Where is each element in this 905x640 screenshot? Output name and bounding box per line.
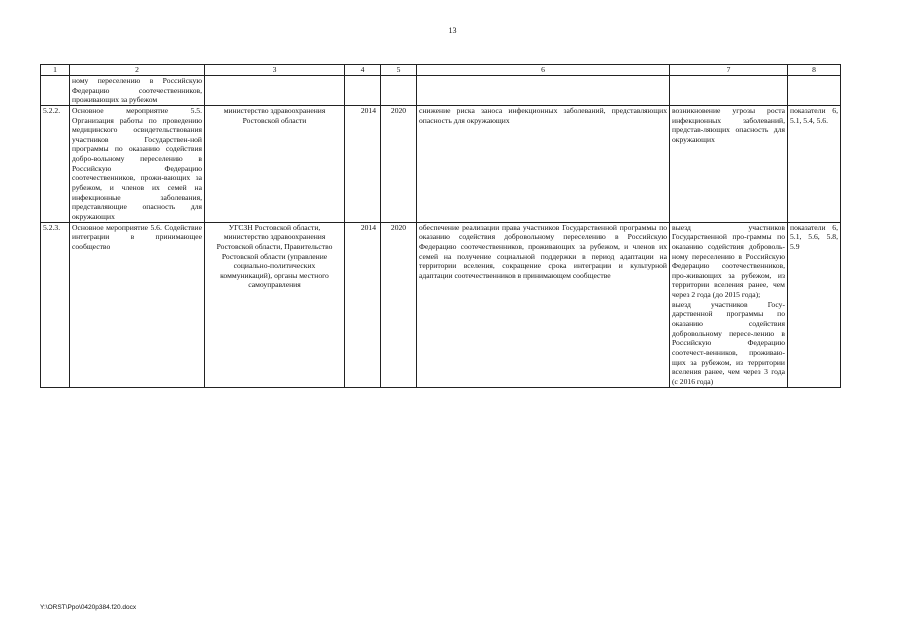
start-year-cell: 2014 bbox=[345, 222, 381, 387]
start-year-cell: 2014 bbox=[345, 105, 381, 222]
table-row bbox=[41, 222, 841, 387]
row-number: 5.2.3. bbox=[41, 222, 70, 387]
column-header: 7 bbox=[670, 65, 788, 76]
table-row bbox=[41, 105, 841, 222]
page-number: 13 bbox=[448, 26, 457, 35]
consequences-cell bbox=[670, 222, 788, 387]
table-row bbox=[41, 76, 841, 106]
program-table bbox=[40, 64, 841, 388]
end-year-cell: 2020 bbox=[381, 222, 417, 387]
event-cell: ному переселению в Российскую Федерацию соотечественников, проживающих за рубежом bbox=[70, 76, 205, 106]
end-year-cell bbox=[381, 76, 417, 106]
column-header: 1 bbox=[41, 65, 70, 76]
consequences-cell bbox=[670, 76, 788, 106]
column-header: 2 bbox=[70, 65, 205, 76]
consequence-text: возникновение угрозы роста инфекционных заболеваний, представ-ляющих опасность для окружающих bbox=[672, 105, 785, 144]
consequences-cell bbox=[670, 105, 788, 222]
event-cell: Основное мероприятие 5.6. Содействие интеграции в принимающее сообщество bbox=[70, 222, 205, 387]
executor-cell bbox=[205, 76, 345, 106]
row-number: 5.2.2. bbox=[41, 105, 70, 222]
column-header: 3 bbox=[205, 65, 345, 76]
column-header: 8 bbox=[788, 65, 841, 76]
result-cell bbox=[417, 76, 670, 106]
indicators-cell: показатели 6, 5.1, 5.6, 5.8, 5.9 bbox=[788, 222, 841, 387]
column-header: 5 bbox=[381, 65, 417, 76]
indicators-cell bbox=[788, 76, 841, 106]
column-header-row bbox=[41, 65, 841, 76]
row-number bbox=[41, 76, 70, 106]
end-year-cell: 2020 bbox=[381, 105, 417, 222]
result-cell: снижение риска заноса инфекционных заболеваний, представляющих опасность для окружающих bbox=[417, 105, 670, 222]
column-header: 4 bbox=[345, 65, 381, 76]
event-cell: Основное мероприятие 5.5. Организация работы по проведению медицинского освидетельствования участников Государствен-ной программы по оказанию содействия добро-вольному переселению в Российскую Федерацию соотечественников, прожи-вающих за рубежом, и членов их семей на инфекционные заболевания, представляющие опасность для окружающих bbox=[70, 105, 205, 222]
consequence-text: выезд участников Госу-дарственной программы по оказанию содействия добровольному пересе-лению в Российскую Федерацию соотечест-венников, проживаю-щих за рубежом, из территории вселения ранее, чем через 3 года (с 2016 года) bbox=[672, 299, 785, 386]
result-cell: обеспечение реализации права участников Государственной программы по оказанию содействия добровольному переселению в Российскую Федерацию соотечественников, проживающих за рубежом, и членов их семей на получение социальной поддержки в период адаптации на территории вселения, сокращение срока интеграции и культурной адаптации соотечественников в принимающем сообществе bbox=[417, 222, 670, 387]
start-year-cell bbox=[345, 76, 381, 106]
file-path-footer: Y:\ORST\Ppo\0420p384.f20.docx bbox=[40, 604, 137, 611]
executor-cell: министерство здравоохранения Ростовской области bbox=[205, 105, 345, 222]
column-header: 6 bbox=[417, 65, 670, 76]
executor-cell: УГСЗН Ростовской области, министерство здравоохранения Ростовской области, Правительство Ростовской области (управление социально-политических коммуникаций), органы местного самоуправления bbox=[205, 222, 345, 387]
indicators-cell: показатели 6, 5.1, 5.4, 5.6. bbox=[788, 105, 841, 222]
consequence-text: выезд участников Государственной про-граммы по оказанию содействия доброволь-ному переселению в Российскую Федерацию соотечественников, про-живающих за рубежом, из территории вселения ранее, чем через 2 года (до 2015 года); bbox=[672, 222, 785, 300]
